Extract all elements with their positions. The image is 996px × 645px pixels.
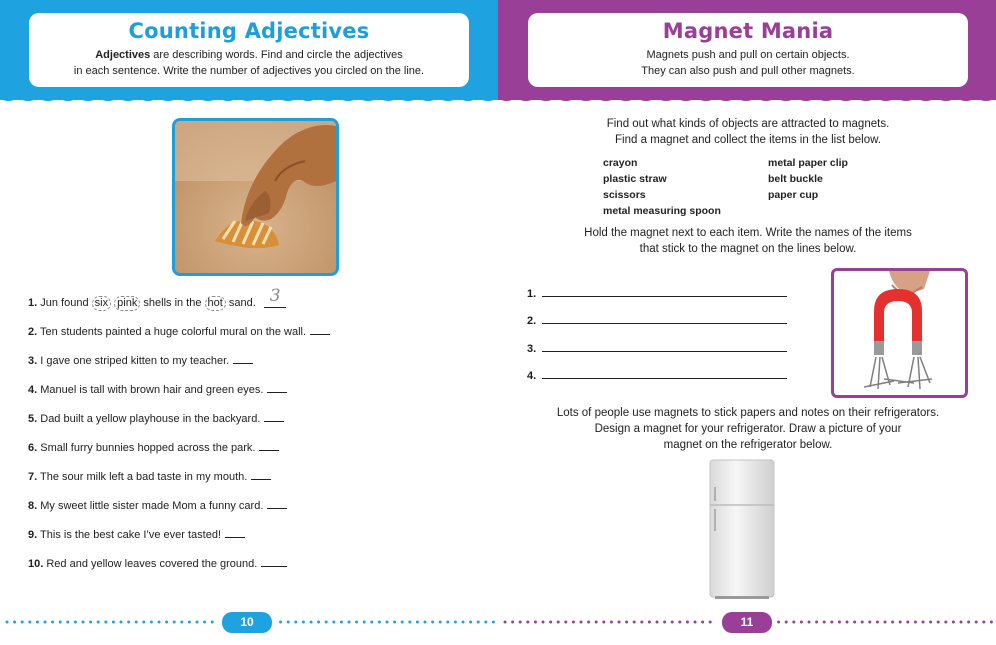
list-item: metal paper clip: [768, 157, 848, 169]
design-line-3: magnet on the refrigerator below.: [663, 439, 833, 451]
border-dot: [511, 621, 514, 624]
border-dot: [587, 621, 590, 624]
border-dot: [492, 621, 495, 624]
sentence-3: [28, 354, 253, 367]
border-dot: [51, 621, 54, 624]
border-dot: [709, 621, 712, 624]
sentence-number: 10.: [28, 558, 44, 570]
list-item: scissors: [603, 189, 646, 201]
border-dot: [656, 621, 659, 624]
writing-line[interactable]: [542, 287, 787, 297]
border-dot: [180, 621, 183, 624]
sentence-number: 6.: [28, 442, 38, 454]
sentence-number: 9.: [28, 529, 38, 541]
border-dot: [97, 621, 100, 624]
border-dot: [542, 621, 545, 624]
border-dot: [477, 621, 480, 624]
border-dot: [808, 621, 811, 624]
border-dot: [572, 621, 575, 624]
border-dot: [294, 621, 297, 624]
border-dot: [792, 621, 795, 624]
border-dot: [469, 621, 472, 624]
writing-line[interactable]: [542, 342, 787, 352]
border-dot: [325, 621, 328, 624]
border-dot: [884, 621, 887, 624]
answer-blank[interactable]: [310, 325, 330, 335]
seashell-photo: [172, 118, 339, 276]
answer-blank[interactable]: [267, 383, 287, 393]
border-dot: [618, 621, 621, 624]
border-dot: [686, 621, 689, 624]
border-dot: [59, 621, 62, 624]
border-dot: [694, 621, 697, 624]
sentence-text: This is the best cake I’ve ever tasted!: [37, 529, 222, 541]
sentence-text: Small furry bunnies hopped across the park.: [37, 442, 256, 454]
sentence-number: 2.: [28, 326, 38, 338]
intro-line-2: They can also push and pull other magnets.: [641, 65, 855, 77]
circled-adjective[interactable]: pink: [114, 296, 140, 311]
circled-adjective[interactable]: six: [92, 296, 111, 311]
answer-blank[interactable]: [251, 470, 271, 480]
border-dot: [36, 621, 39, 624]
border-dot: [44, 621, 47, 624]
border-dot: [203, 621, 206, 624]
sentence-text: shells in the: [140, 297, 205, 309]
border-dot: [310, 621, 313, 624]
line-number: 3.: [527, 343, 537, 355]
border-dot: [557, 621, 560, 624]
border-dot: [21, 621, 24, 624]
border-dot: [701, 621, 704, 624]
sentence-number: 4.: [28, 384, 38, 396]
border-dot: [150, 621, 153, 624]
right-page: [498, 0, 996, 645]
line-number: 2.: [527, 315, 537, 327]
border-dot: [439, 621, 442, 624]
writing-line[interactable]: [542, 314, 787, 324]
border-dot: [13, 621, 16, 624]
border-dot: [484, 621, 487, 624]
border-dot: [158, 621, 161, 624]
border-dot: [838, 621, 841, 624]
wave-edge: [0, 92, 498, 108]
title-card: [29, 13, 469, 87]
item-column-2: [768, 155, 848, 203]
border-dot: [340, 621, 343, 624]
border-dot: [975, 621, 978, 624]
border-dot: [777, 621, 780, 624]
border-dot: [785, 621, 788, 624]
border-dot: [74, 621, 77, 624]
page-number: 10: [222, 612, 272, 633]
border-dot: [610, 621, 613, 624]
sentence-text: Red and yellow leaves covered the ground.: [43, 558, 258, 570]
answer-blank[interactable]: [264, 286, 286, 308]
border-dot: [332, 621, 335, 624]
line-number: 1.: [527, 288, 537, 300]
sentence-4: [28, 383, 287, 396]
border-dot: [595, 621, 598, 624]
find-line-2: Find a magnet and collect the items in the list below.: [615, 134, 881, 146]
sentence-text: Ten students painted a huge colorful mural on the wall.: [37, 326, 307, 338]
border-dot: [922, 621, 925, 624]
sentence-text: My sweet little sister made Mom a funny card.: [37, 500, 264, 512]
hold-instructions: [528, 225, 968, 257]
border-dot: [401, 621, 404, 624]
sentence-text: Dad built a yellow playhouse in the backyard.: [37, 413, 261, 425]
border-dot: [549, 621, 552, 624]
border-dot: [967, 621, 970, 624]
border-dot: [135, 621, 138, 624]
design-line-2: Design a magnet for your refrigerator. Draw a picture of your: [594, 423, 902, 435]
handwritten-answer: 3: [269, 286, 281, 306]
border-dot: [937, 621, 940, 624]
answer-blank[interactable]: [267, 499, 287, 509]
sentence-number: 1.: [28, 297, 38, 309]
hold-line-1: Hold the magnet next to each item. Write the names of the items: [584, 227, 912, 239]
border-dot: [891, 621, 894, 624]
border-dot: [990, 621, 993, 624]
border-dot: [348, 621, 351, 624]
border-dot: [625, 621, 628, 624]
sentence-text: Jun found: [37, 297, 92, 309]
border-dot: [279, 621, 282, 624]
intro-text: [528, 47, 968, 79]
sentence-10: [28, 557, 287, 570]
border-dot: [952, 621, 955, 624]
border-dot: [416, 621, 419, 624]
writing-line[interactable]: [542, 369, 787, 379]
border-dot: [663, 621, 666, 624]
magnet-photo: [831, 268, 968, 398]
border-dot: [82, 621, 85, 624]
border-dot: [446, 621, 449, 624]
answer-line-2[interactable]: [527, 314, 787, 327]
find-line-1: Find out what kinds of objects are attracted to magnets.: [606, 118, 890, 130]
border-dot: [534, 621, 537, 624]
border-dot: [127, 621, 130, 624]
border-dot: [929, 621, 932, 624]
border-dot: [800, 621, 803, 624]
sentence-number: 3.: [28, 355, 38, 367]
border-dot: [165, 621, 168, 624]
border-dot: [602, 621, 605, 624]
border-dot: [815, 621, 818, 624]
border-dot: [868, 621, 871, 624]
sentence-text: I gave one striped kitten to my teacher.: [37, 355, 230, 367]
answer-line-4[interactable]: [527, 369, 787, 382]
border-dot: [363, 621, 366, 624]
border-dot: [28, 621, 31, 624]
border-dot: [424, 621, 427, 624]
border-dot: [112, 621, 115, 624]
border-dot: [196, 621, 199, 624]
border-dot: [853, 621, 856, 624]
sentence-text: Manuel is tall with brown hair and green eyes.: [37, 384, 264, 396]
hand-picking-seashell-icon: [175, 121, 336, 273]
circled-adjective[interactable]: hot: [205, 296, 226, 311]
refrigerator-icon[interactable]: [709, 459, 775, 600]
border-dot: [142, 621, 145, 624]
border-dot: [66, 621, 69, 624]
sentence-6: [28, 441, 279, 454]
border-dot: [861, 621, 864, 624]
sentence-number: 8.: [28, 500, 38, 512]
border-dot: [355, 621, 358, 624]
border-dot: [302, 621, 305, 624]
border-dot: [564, 621, 567, 624]
border-dot: [648, 621, 651, 624]
border-dot: [944, 621, 947, 624]
border-dot: [899, 621, 902, 624]
border-dot: [462, 621, 465, 624]
border-dot: [6, 621, 9, 624]
border-dot: [846, 621, 849, 624]
answer-line-3[interactable]: [527, 342, 787, 355]
find-instructions: [528, 116, 968, 148]
list-item: belt buckle: [768, 173, 823, 185]
border-dot: [633, 621, 636, 624]
wave-edge: [498, 92, 996, 108]
border-dot: [104, 621, 107, 624]
intro-line-1: are describing words. Find and circle the adjectives: [150, 49, 403, 61]
border-dot: [906, 621, 909, 624]
item-column-1: [603, 155, 721, 219]
list-item: metal measuring spoon: [603, 205, 721, 217]
border-dot: [188, 621, 191, 624]
border-dot: [580, 621, 583, 624]
intro-line-2: in each sentence. Write the number of adjectives you circled on the line.: [73, 65, 425, 77]
border-dot: [982, 621, 985, 624]
border-dot: [830, 621, 833, 624]
answer-blank[interactable]: [259, 441, 279, 451]
intro-bold-term: Adjectives: [95, 49, 151, 61]
border-dot: [317, 621, 320, 624]
hold-line-2: that stick to the magnet on the lines below.: [639, 243, 857, 255]
border-dot: [519, 621, 522, 624]
border-dot: [89, 621, 92, 624]
sentence-1: [28, 286, 286, 311]
border-dot: [378, 621, 381, 624]
sentence-8: [28, 499, 287, 512]
border-dot: [408, 621, 411, 624]
answer-line-1[interactable]: [527, 287, 787, 300]
page-title: Magnet Mania: [662, 19, 834, 43]
border-dot: [287, 621, 290, 624]
answer-blank[interactable]: [225, 528, 245, 538]
answer-blank[interactable]: [264, 412, 284, 422]
sentence-7: [28, 470, 271, 483]
intro-text: [29, 47, 469, 79]
sentence-number: 7.: [28, 471, 38, 483]
border-dot: [640, 621, 643, 624]
design-instructions: [518, 405, 978, 453]
list-item: paper cup: [768, 189, 819, 201]
answer-blank[interactable]: [261, 557, 287, 567]
title-card: [528, 13, 968, 87]
border-dot: [454, 621, 457, 624]
intro-line-1: Magnets push and pull on certain objects.: [646, 49, 850, 61]
border-dot: [960, 621, 963, 624]
border-dot: [211, 621, 214, 624]
page-number: 11: [722, 612, 772, 633]
sentence-text: sand.: [225, 297, 256, 309]
border-dot: [173, 621, 176, 624]
sentence-9: [28, 528, 245, 541]
page-title: Counting Adjectives: [128, 19, 370, 43]
border-dot: [393, 621, 396, 624]
design-line-1: Lots of people use magnets to stick papers and notes on their refrigerators.: [556, 407, 940, 419]
sentence-text: The sour milk left a bad taste in my mouth.: [37, 471, 248, 483]
border-dot: [504, 621, 507, 624]
border-dot: [671, 621, 674, 624]
border-dot: [431, 621, 434, 624]
horseshoe-magnet-icon: [834, 271, 965, 395]
border-dot: [120, 621, 123, 624]
line-number: 4.: [527, 370, 537, 382]
border-dot: [876, 621, 879, 624]
border-dot: [678, 621, 681, 624]
border-dot: [823, 621, 826, 624]
border-dot: [914, 621, 917, 624]
sentence-2: [28, 325, 330, 338]
list-item: plastic straw: [603, 173, 667, 185]
border-dot: [386, 621, 389, 624]
border-dot: [526, 621, 529, 624]
list-item: crayon: [603, 157, 638, 169]
border-dot: [370, 621, 373, 624]
sentence-number: 5.: [28, 413, 38, 425]
sentence-5: [28, 412, 284, 425]
answer-blank[interactable]: [233, 354, 253, 364]
